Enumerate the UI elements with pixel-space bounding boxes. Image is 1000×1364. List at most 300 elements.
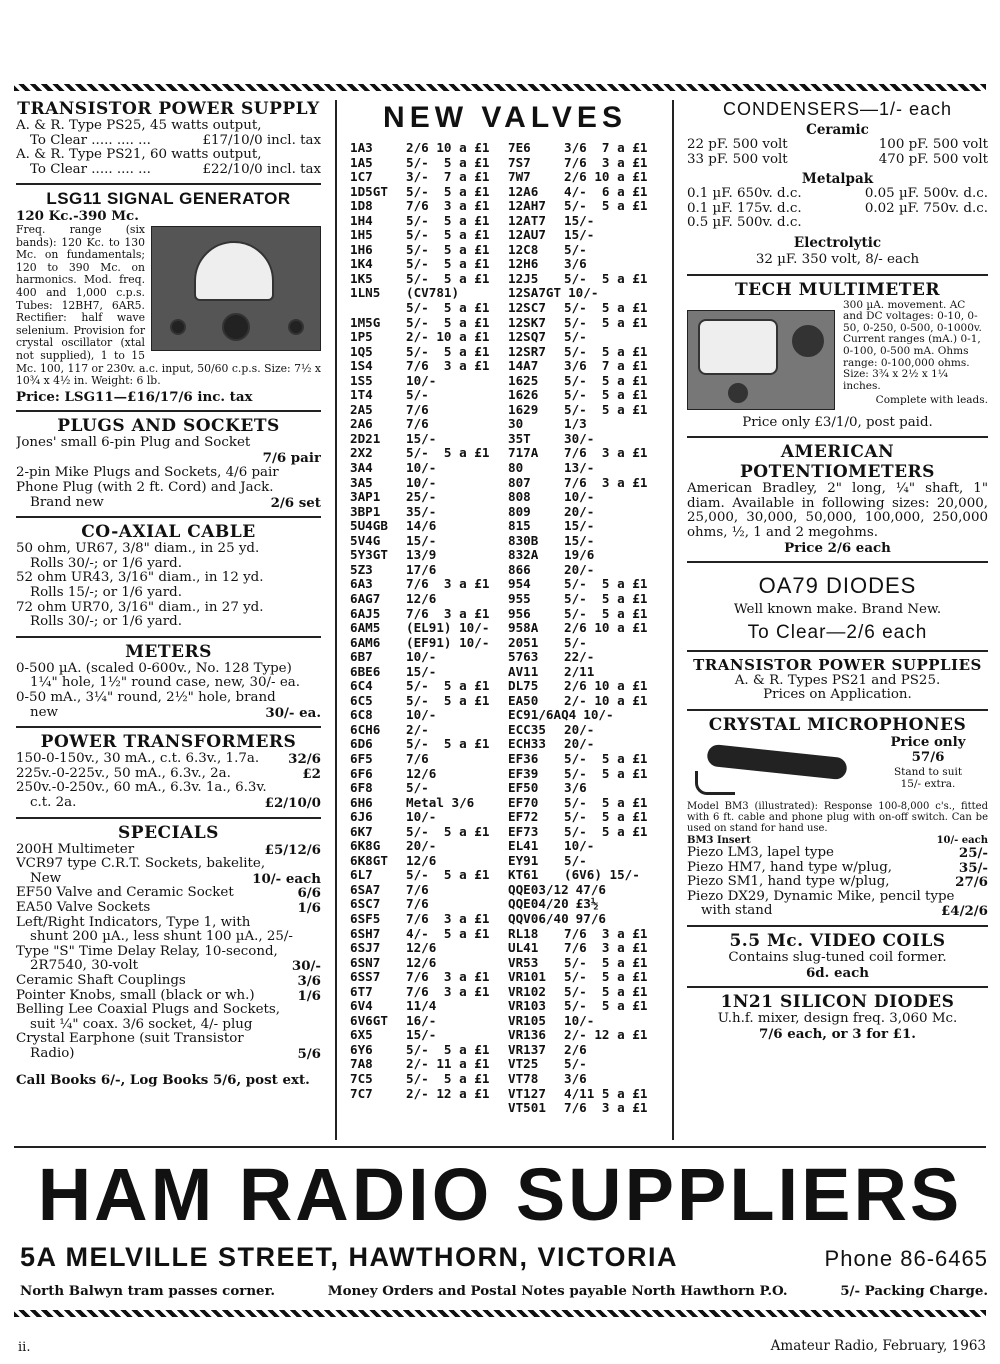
valve-price: 5/- 5 a £1 [564, 271, 648, 286]
valve-row [350, 1043, 498, 1058]
valve-row [508, 650, 660, 665]
valve-type: 815 [508, 519, 531, 534]
valve-row [508, 970, 660, 985]
notes-line [20, 1283, 988, 1299]
valve-price: 2/- 10 a £1 [406, 330, 490, 345]
valve-type: VR102 [508, 984, 546, 999]
valve-price: 13/9 [406, 548, 437, 563]
valve-price: 5/- 5 a £1 [564, 810, 648, 825]
valve-row [350, 592, 498, 607]
valve-type: 832A [508, 548, 539, 563]
valve-type: 6AM5 [350, 621, 381, 636]
valve-price: 5/- 5 a £1 [564, 766, 648, 781]
valve-price: 7/6 3 a £1 [564, 475, 648, 490]
valve-type: VR136 [508, 1028, 546, 1043]
valve-row [508, 519, 660, 534]
valve-type: 6AM6 [350, 635, 381, 650]
valve-type: 6A3 [350, 577, 373, 592]
valve-type: 1Q5 [350, 344, 373, 359]
valve-type: 6F6 [350, 766, 373, 781]
valve-row [350, 170, 498, 185]
valve-row [350, 330, 498, 345]
valve-type: 6SS7 [350, 970, 381, 985]
valve-type: 6V6GT [350, 1013, 388, 1028]
valve-row [350, 577, 498, 592]
valve-price: 5/- 5 a £1 [406, 737, 490, 752]
text-line: Rolls 15/-; or 1/6 yard. [30, 585, 182, 601]
valve-price: 10/- [406, 650, 437, 665]
valve-type: 7E6 [508, 141, 531, 155]
valve-type: 80 [508, 461, 524, 476]
valve-row [350, 1072, 498, 1087]
text-line: Rolls 30/-; or 1/6 yard. [30, 614, 182, 630]
valve-type: 1S5 [350, 373, 373, 388]
transistor-power-supply [16, 95, 321, 185]
valve-type: 6C5 [350, 693, 373, 708]
valve-price: 2/6 10 a £1 [406, 141, 490, 155]
valve-price: 10/- [564, 1013, 595, 1028]
valve-type: 1629 [508, 402, 539, 417]
valve-type: 955 [508, 591, 531, 606]
valve-row [508, 927, 660, 942]
valve-price: 3/6 [564, 1072, 587, 1086]
valve-type: EF50 [508, 781, 539, 796]
valve-row [350, 432, 498, 447]
valve-row [350, 650, 498, 665]
valve-price: 12/6 [406, 941, 437, 956]
valve-row [508, 592, 660, 607]
valve-row [508, 548, 660, 563]
valve-type: EA50 [508, 693, 539, 708]
text-line: Belling Lee Coaxial Plugs and Sockets, [16, 1002, 281, 1018]
valve-type: 1K4 [350, 257, 373, 272]
valve-row [508, 156, 660, 171]
valve-row [350, 476, 498, 491]
valve-type: 14A7 [508, 359, 539, 374]
specials [16, 819, 321, 1095]
valve-price: 25/- [406, 490, 437, 505]
valve-row [350, 359, 498, 374]
valve-price: 15/- [564, 228, 595, 243]
text-line: 200H Multimeter £5/12/6 [16, 841, 321, 858]
valve-price: 7/6 [406, 417, 429, 432]
valve-row [508, 868, 660, 883]
section-title: METERS [125, 641, 212, 662]
text-line: Piezo LM3, lapel type 25/- [687, 845, 988, 862]
text-line: Left/Right Indicators, Type 1, with [16, 914, 251, 930]
valve-row [350, 912, 498, 927]
valve-type: 12SK7 [508, 315, 546, 330]
text-line: Piezo DX29, Dynamic Mike, pencil type [687, 888, 955, 904]
valve-price: 7/6 3 a £1 [564, 1101, 648, 1116]
phone: Phone 86-6465 [824, 1246, 988, 1271]
text-line: 0-500 µA. (scaled 0-600v., No. 128 Type) [16, 660, 292, 676]
valve-type: 1H5 [350, 228, 373, 243]
freq-range: 120 Kc.-390 Mc. [16, 208, 139, 225]
valve-type: 12A6 [508, 184, 539, 199]
valve-type: 1A3 [350, 141, 373, 155]
text-line: Ceramic Shaft Couplings 3/6 [16, 972, 321, 989]
valve-row [508, 432, 660, 447]
valve-price: 3/6 7 a £1 [564, 359, 648, 374]
valve-type: 958A [508, 621, 539, 636]
valve-row [508, 446, 660, 461]
section-title: CO-AXIAL CABLE [81, 522, 256, 543]
valve-row [508, 534, 660, 549]
valve-type: 5V4G [350, 533, 381, 548]
valve-price: 5/- 5 a £1 [564, 315, 648, 330]
subheading: Metalpak [801, 171, 874, 188]
valve-type: 6K8G [350, 839, 381, 854]
valve-price: 5/- 5 a £1 [564, 970, 648, 985]
valve-row [350, 985, 498, 1000]
text-line: 225v.-0-225v., 50 mA., 6.3v., 2a. £2 [16, 765, 321, 782]
valve-type: 6J6 [350, 810, 373, 825]
valve-row [508, 228, 660, 243]
lsg11-signal-generator [16, 185, 321, 412]
valve-price: 15/- [406, 1028, 437, 1043]
valve-row [350, 1057, 498, 1072]
valve-type: 866 [508, 562, 531, 577]
valve-type: 12AT7 [508, 213, 546, 228]
valve-type: 6C8 [350, 708, 373, 723]
valve-row [350, 999, 498, 1014]
page-number: ii. [18, 1340, 31, 1355]
valve-type: 7C7 [350, 1086, 373, 1101]
valve-row [508, 301, 660, 316]
valve-type: 2X2 [350, 446, 373, 461]
valve-row [350, 156, 498, 171]
valve-price: 5/- 5 a £1 [406, 446, 490, 461]
text-line: 22 pF. 500 volt 100 pF. 500 volt [687, 137, 988, 152]
valve-type: 1T4 [350, 388, 373, 403]
valve-row [508, 999, 660, 1014]
text-line: 0-50 mA., 3¼" round, 2½" hole, brand [16, 690, 276, 705]
valve-price: 5/- 5 a £1 [564, 984, 648, 999]
valve-type: EC91/6AQ4 [508, 708, 577, 723]
valve-price: 3/6 7 a £1 [564, 141, 648, 155]
top-border [14, 84, 986, 91]
valve-row [350, 1014, 498, 1029]
valve-row [508, 985, 660, 1000]
text-line: Radio) 5/6 [30, 1045, 321, 1062]
valve-row [508, 912, 660, 927]
valve-price: 7/6 3 a £1 [406, 911, 490, 926]
valve-type: 6AJ5 [350, 606, 381, 621]
dial-icon [194, 241, 274, 301]
text-line: EA50 Valve Sockets 1/6 [16, 899, 321, 916]
silicon-diodes [687, 988, 988, 1047]
valve-price: 7/6 [406, 751, 429, 766]
valve-type: 6SA7 [350, 882, 381, 897]
valve-type: 6C4 [350, 679, 373, 694]
model-desc: Model BM3 (illustrated): Response 100-8,000 c's., fitted with 6 ft. cable and phone plug with on-off switch. Can be used on stand for hand use. [687, 800, 988, 835]
text-line: shunt 200 µA., less shunt 100 µA., 25/- [30, 929, 293, 945]
valve-type: 7S7 [508, 155, 531, 170]
valve-price: 5/- 5 a £1 [564, 344, 648, 359]
valve-type: 1C7 [350, 170, 373, 185]
valve-type: ECC35 [508, 722, 546, 737]
text-line: Phone Plug (with 2 ft. Cord) and Jack. [16, 480, 274, 496]
text-line: 1¼" hole, 1½" round case, new, 30/- ea. [30, 675, 300, 691]
valve-row [350, 505, 498, 520]
microphone-photo [687, 741, 857, 799]
valve-type: 6SJ7 [350, 941, 381, 956]
text-line: To Clear—2/6 each [747, 621, 928, 643]
valve-type: 1K5 [350, 271, 373, 286]
text-line: 2-pin Mike Plugs and Sockets, 4/6 pair [16, 465, 279, 481]
valve-price: 4/- 6 a £1 [564, 184, 648, 199]
valve-price: 7/6 3 a £1 [406, 577, 490, 592]
valve-type: 809 [508, 504, 531, 519]
valve-type: VR53 [508, 955, 539, 970]
text-line: 0.1 µF. 175v. d.c. 0.02 µF. 750v. d.c. [687, 200, 988, 216]
valve-price: 5/- 5 a £1 [564, 999, 648, 1014]
valve-type: 6AG7 [350, 591, 381, 606]
valve-price: 7/6 3 a £1 [564, 446, 648, 461]
valve-type: 30 [508, 417, 524, 432]
valve-type: 6T7 [350, 984, 373, 999]
text-line: 32 µF. 350 volt, 8/- each [755, 251, 920, 267]
valve-price: 19/6 [564, 548, 595, 563]
co-axial-cable [16, 518, 321, 638]
valve-row [350, 257, 498, 272]
valve-price: 20/- [406, 839, 437, 854]
valve-row [508, 316, 660, 331]
packing-note: 5/- Packing Charge. [840, 1283, 988, 1299]
valve-type: 6Y6 [350, 1042, 373, 1057]
valve-row [350, 534, 498, 549]
text-line: Crystal Earphone (suit Transistor [16, 1031, 244, 1047]
knob-icon [170, 319, 186, 335]
valve-row [350, 607, 498, 622]
cable-icon [695, 771, 735, 795]
valve-type: 954 [508, 577, 531, 592]
section-title: CONDENSERS—1/- each [722, 99, 953, 119]
valve-row [508, 374, 660, 389]
section-title: OA79 DIODES [758, 573, 917, 599]
valve-type: 1H6 [350, 242, 373, 257]
text-line: with stand £4/2/6 [701, 903, 988, 920]
complete-note: Complete with leads. [875, 394, 988, 407]
valve-price: 7/6 3 a £1 [406, 970, 490, 985]
valve-type: RL18 [508, 926, 539, 941]
text-line: c.t. 2a. £2/10/0 [30, 794, 321, 811]
valve-row [508, 796, 660, 811]
price-value: 57/6 [911, 748, 945, 765]
valve-type: 956 [508, 606, 531, 621]
valve-row [508, 199, 660, 214]
valve-row [350, 708, 498, 723]
valve-price: 10/- [406, 708, 437, 723]
valve-type: 1626 [508, 388, 539, 403]
valve-type: 6L7 [350, 868, 373, 883]
valve-row [508, 563, 660, 578]
valve-type: QQV06/40 [508, 911, 569, 926]
valve-price: 20/- [564, 737, 595, 752]
text-line: A. & R. Types PS21 and PS25. [734, 672, 941, 688]
valve-row [508, 1101, 660, 1116]
valve-row [508, 694, 660, 709]
valve-price: 12/6 [406, 591, 437, 606]
valve-type: 6SC7 [350, 897, 381, 912]
section-title: PLUGS AND SOCKETS [57, 416, 280, 437]
valve-price: 20/- [564, 504, 595, 519]
valve-row [350, 665, 498, 680]
section-title: 1N21 SILICON DIODES [720, 992, 955, 1013]
valve-price: 10/- [568, 286, 599, 301]
valve-row [508, 286, 660, 301]
valve-price: 5/- 5 a £1 [564, 199, 648, 214]
magazine-line: Amateur Radio, February, 1963 [770, 1338, 986, 1354]
valve-row [508, 723, 660, 738]
valve-price: 5/- 5 a £1 [406, 679, 490, 694]
text-line: 2R7540, 30-volt 30/- [30, 958, 321, 975]
valve-price: £3½ [575, 897, 599, 912]
valve-type: QQE04/20 [508, 897, 569, 912]
valve-type: 2A5 [350, 402, 373, 417]
description: 300 µA. movement. AC and DC voltages: 0-10, 0-50, 0-250, 0-500, 0-1000v. Current ranges (mA.) 0-1, 0-100, 0-500 mA. Ohms range: 0-100,000 ohms. Size: 3¾ x 2½ x 1¼ inches. [843, 298, 982, 392]
valve-row [350, 767, 498, 782]
valve-type: 7W7 [508, 170, 531, 185]
text-line: 50 ohm, UR67, 3/8" diam., in 25 yd. [16, 541, 260, 557]
valve-type: VT127 [508, 1086, 546, 1101]
valve-row [508, 359, 660, 374]
valve-price: 7/6 3 a £1 [406, 199, 490, 214]
valve-row [350, 752, 498, 767]
multimeter-photo [687, 310, 835, 410]
valve-price: 2/- 12 a £1 [406, 1086, 490, 1101]
valve-price: 7/6 [406, 882, 429, 897]
subheading: Electrolytic [793, 234, 882, 251]
valve-row [508, 461, 660, 476]
valve-price: 5/- [564, 330, 587, 345]
valve-price: 5/- 5 a £1 [406, 315, 490, 330]
video-coils [687, 927, 988, 988]
valve-price: 30/- [564, 431, 595, 446]
valve-price: 15/- [564, 213, 595, 228]
valve-type: 12J5 [508, 271, 539, 286]
valve-price: 3/6 [564, 257, 587, 272]
valve-price: 5/- 5 a £1 [406, 824, 490, 839]
price-line: To Clear ..... .... ... £22/10/0 incl. tax [30, 161, 321, 177]
valve-price: 5/- 5 a £1 [406, 228, 490, 243]
text-line: Piezo SM1, hand type w/plug, 27/6 [687, 874, 988, 891]
knob-icon [792, 325, 824, 357]
valve-type: 6B7 [350, 650, 373, 665]
address-line [20, 1242, 988, 1273]
valve-type: 12AU7 [508, 228, 546, 243]
valve-type: ECH33 [508, 737, 546, 752]
valve-row [508, 897, 660, 912]
valve-row [350, 1087, 498, 1102]
valve-row [508, 1043, 660, 1058]
section-title: CRYSTAL MICROPHONES [708, 714, 967, 735]
section-title: TRANSISTOR POWER SUPPLIES [693, 655, 982, 674]
text-line: A. & R. Type PS25, 45 watts output, [16, 118, 262, 133]
valve-row [508, 679, 660, 694]
valve-type: 3BP1 [350, 504, 381, 519]
valve-row [508, 825, 660, 840]
valve-row [350, 781, 498, 796]
valve-price: 7/6 3 a £1 [406, 984, 490, 999]
valves-list-left [350, 141, 498, 1116]
valve-row [508, 388, 660, 403]
valve-row [508, 185, 660, 200]
valve-type: 7A8 [350, 1057, 373, 1072]
price: Price 2/6 each [784, 539, 891, 556]
valve-price: 2/6 10 a £1 [564, 170, 648, 185]
valve-type: 12SQ7 [508, 330, 546, 345]
valve-type: 12C8 [508, 242, 539, 257]
valve-row [350, 810, 498, 825]
valve-price: 5/- 5 a £1 [564, 795, 648, 810]
plugs-and-sockets [16, 412, 321, 518]
valve-row [350, 446, 498, 461]
valve-row [350, 345, 498, 360]
valve-price: 20/- [564, 562, 595, 577]
valve-type: AV11 [508, 664, 539, 679]
knob-icon [728, 383, 748, 403]
valve-price: 5/- [564, 242, 587, 257]
valve-price: 12/6 [406, 853, 437, 868]
valve-row [350, 519, 498, 534]
valve-row [508, 490, 660, 505]
valve-row [350, 839, 498, 854]
valve-price: 5/- [564, 853, 587, 868]
valve-price: 20/- [564, 722, 595, 737]
valve-row [350, 417, 498, 432]
valve-price: 35/- [406, 504, 437, 519]
valve-type: 3A4 [350, 461, 373, 476]
valve-type: 5Y3GT [350, 548, 388, 563]
valve-row [350, 970, 498, 985]
valve-row [508, 883, 660, 898]
valve-row [508, 141, 660, 156]
valve-price: 7/6 3 a £1 [406, 359, 490, 374]
valve-price: 15/- [564, 519, 595, 534]
text-line: Piezo HM7, hand type w/plug, 35/- [687, 859, 988, 876]
valve-price: 5/- 5 a £1 [564, 388, 648, 403]
valves-title: NEW VALVES [383, 101, 627, 134]
valve-type: VR105 [508, 1013, 546, 1028]
text-line: Contains slug-tuned coil former. [728, 950, 947, 966]
valve-row [350, 868, 498, 883]
valve-row [350, 185, 498, 200]
valve-type: EL41 [508, 839, 539, 854]
valve-row [508, 607, 660, 622]
valve-row [350, 199, 498, 214]
valve-price: 3/- 7 a £1 [406, 170, 490, 185]
valve-price: 7/6 3 a £1 [564, 941, 648, 956]
subheading: Ceramic [806, 122, 869, 138]
valve-type: 6K7 [350, 824, 373, 839]
valve-type: 6SH7 [350, 926, 381, 941]
valve-price: 5/- 5 a £1 [406, 242, 490, 257]
valve-price: 1/3 [564, 417, 587, 432]
column-rule-right [672, 100, 674, 1140]
valve-price: 5/- 5 a £1 [564, 373, 648, 388]
valve-price: 13/- [564, 461, 595, 476]
text-line: Type "S" Time Delay Relay, 10-second, [16, 943, 278, 959]
valve-price: 5/- 5 a £1 [406, 213, 490, 228]
valves-list-right [508, 141, 660, 1116]
oa79-diodes [687, 563, 988, 652]
valve-price: 22/- [564, 650, 595, 665]
valve-price: 5/- 5 a £1 [564, 577, 648, 592]
meter-dial-icon [698, 319, 778, 375]
valve-type: VR101 [508, 970, 546, 985]
